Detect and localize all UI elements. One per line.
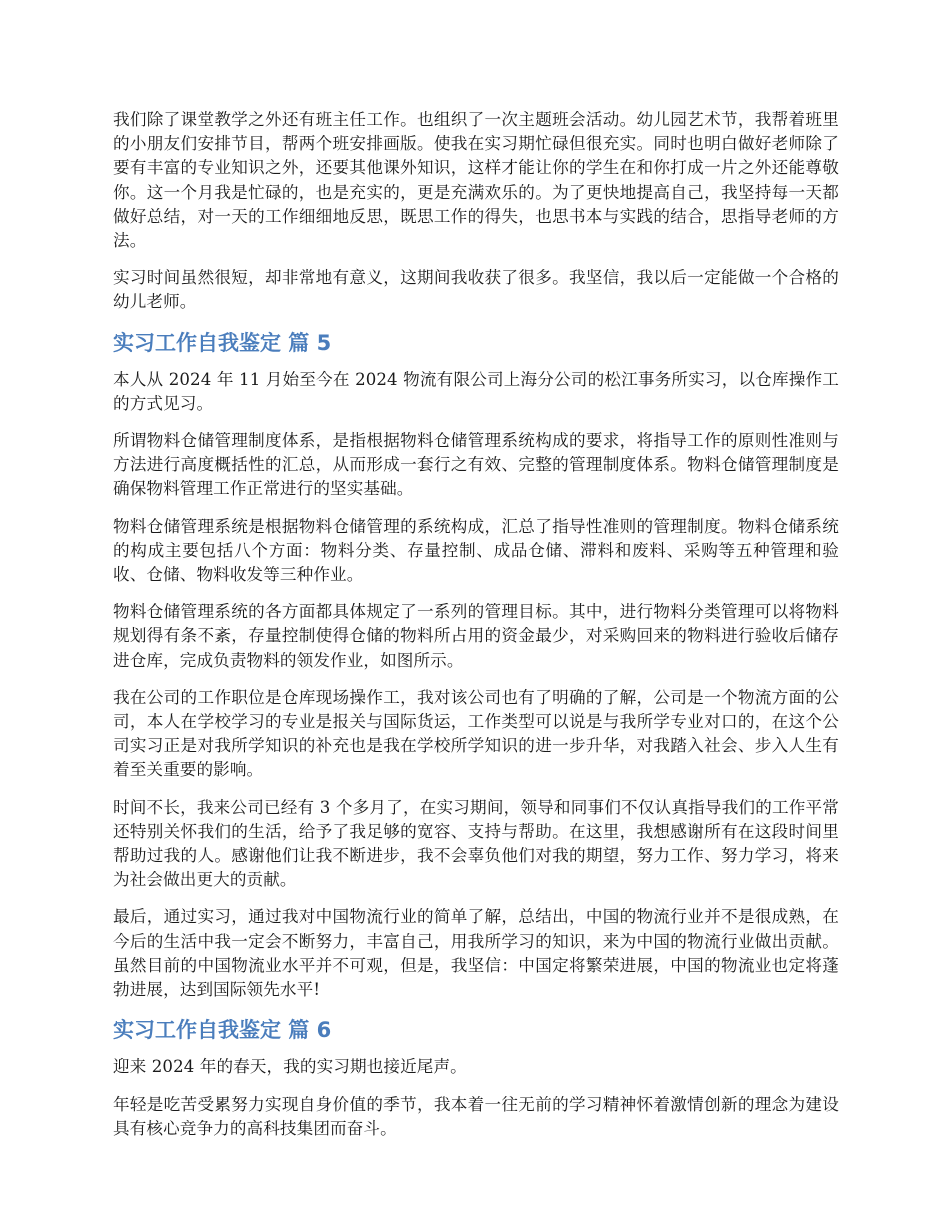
- paragraph: 我在公司的工作职位是仓库现场操作工，我对该公司也有了明确的了解，公司是一个物流方面的公司，本人在学校学习的专业是报关与国际货运，工作类型可以说是与我所学专业对口的，在这个公司实习正是对我所学知识的补充也是我在学校所学知识的进一步升华，对我踏入社会、步入人生有着至关重要的影响。: [113, 687, 839, 780]
- paragraph: 最后，通过实习，通过我对中国物流行业的简单了解，总结出，中国的物流行业并不是很成熟，在今后的生活中我一定会不断努力，丰富自己，用我所学习的知识，来为中国的物流行业做出贡献。虽然目前的中国物流业水平并不可观，但是，我坚信：中国定将繁荣进展，中国的物流业也定将蓬勃进展，达到国际领先水平!: [113, 907, 839, 1000]
- paragraph: 所谓物料仓储管理制度体系，是指根据物料仓储管理系统构成的要求，将指导工作的原则性准则与方法进行高度概括性的汇总，从而形成一套行之有效、完整的管理制度体系。物料仓储管理制度是确保物料管理工作正常进行的坚实基础。: [113, 431, 839, 499]
- paragraph: 我们除了课堂教学之外还有班主任工作。也组织了一次主题班会活动。幼儿园艺术节，我帮着班里的小朋友们安排节目，帮两个班安排画版。使我在实习期忙碌但很充实。同时也明白做好老师除了要有丰富的专业知识之外，还要其他课外知识，这样才能让你的学生在和你打成一片之外还能尊敬你。这一个月我是忙碌的，也是充实的，更是充满欢乐的。为了更快地提高自己，我坚持每一天都做好总结，对一天的工作细细地反思，既思工作的得失，也思书本与实践的结合，思指导老师的方法。: [113, 110, 839, 251]
- document-page: [113, 108, 839, 1154]
- paragraph: 迎来 2024 年的春天，我的实习期也接近尾声。: [113, 1057, 467, 1077]
- section-6-heading: 实习工作自我鉴定 篇 6: [113, 1018, 332, 1043]
- paragraph: 物料仓储管理系统是根据物料仓储管理的系统构成，汇总了指导性准则的管理制度。物料仓储系统的构成主要包括八个方面：物料分类、存量控制、成品仓储、滞料和废料、采购等五种管理和验收、仓储、物料收发等三种作业。: [113, 516, 839, 585]
- paragraph: 本人从 2024 年 11 月始至今在 2024 物流有限公司上海分公司的松江事务所实习，以仓库操作工的方式见习。: [113, 369, 839, 413]
- paragraph: 物料仓储管理系统的各方面都具体规定了一系列的管理目标。其中，进行物料分类管理可以将物料规划得有条不紊，存量控制使得仓储的物料所占用的资金最少，对采购回来的物料进行验收后储存进仓库，完成负责物料的领发作业，如图所示。: [113, 602, 839, 670]
- paragraph: 实习时间虽然很短，却非常地有意义，这期间我收获了很多。我坚信，我以后一定能做一个合格的幼儿老师。: [113, 268, 839, 312]
- section-5-heading: 实习工作自我鉴定 篇 5: [113, 330, 332, 355]
- paragraph: 时间不长，我来公司已经有 3 个多月了，在实习期间，领导和同事们不仅认真指导我们的工作平常还特别关怀我们的生活，给予了我足够的宽容、支持与帮助。在这里，我想感谢所有在这段时间里帮助过我的人。感谢他们让我不断进步，我不会辜负他们对我的期望，努力工作、努力学习，将来为社会做出更大的贡献。: [113, 797, 839, 890]
- paragraph: 年轻是吃苦受累努力实现自身价值的季节，我本着一往无前的学习精神怀着激情创新的理念为建设具有核心竞争力的高科技集团而奋斗。: [113, 1094, 839, 1138]
